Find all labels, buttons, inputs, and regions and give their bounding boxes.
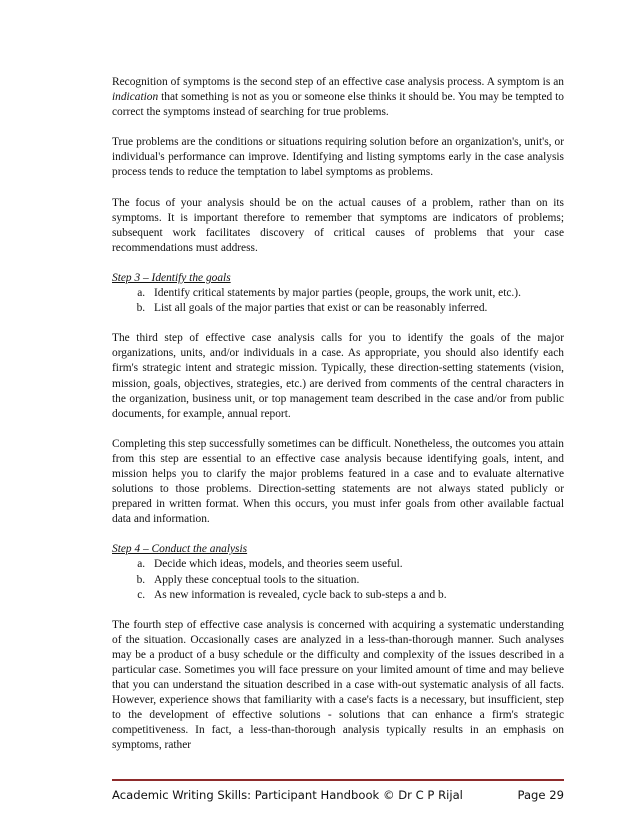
step4-heading: Step 4 – Conduct the analysis <box>112 543 248 556</box>
list-item: a. Identify critical statements by major parties (people, groups, the work unit, etc.). <box>148 286 564 301</box>
step4-list <box>112 557 564 602</box>
paragraph-symptoms: Recognition of symptoms is the second step of an effective case analysis process. A symptom is an indication that something is not as you or someone else thinks it should be. You may be tempted to correct the symptoms instead of searching for true problems. <box>112 76 564 119</box>
step3-heading: Step 3 – Identify the goals <box>112 271 231 284</box>
footer <box>112 788 564 802</box>
list-item: b. Apply these conceptual tools to the situation. <box>148 573 564 588</box>
paragraph-true-problems: True problems are the conditions or situations requiring solution before an organization's, unit's, or individual's performance can improve. Identifying and listing symptoms early in the case analysis process tends to reduce the temptation to label symptoms as problems. <box>112 136 564 179</box>
list-item: b. List all goals of the major parties that exist or can be reasonably inferred. <box>148 301 564 316</box>
paragraph-focus: The focus of your analysis should be on the actual causes of a problem, rather than on its symptoms. It is important therefore to remember that symptoms are indicators of problems; subsequent work facilitates discovery of critical causes of problems that your case recommendations must address. <box>112 196 564 254</box>
paragraph-third-step: The third step of effective case analysis calls for you to identify the goals of the major organizations, units, and/or individuals in a case. As appropriate, you should also identify each firm's strategic intent and strategic mission. Typically, these direction-setting statements (vision, mission, goals, objectives, strategies, etc.) are derived from comments of the central characters in the organization, business unit, or top management team described in the case and/or from public documents, for example, annual report. <box>112 332 564 420</box>
footer-divider <box>112 779 564 781</box>
paragraph-completing: Completing this step successfully sometimes can be difficult. Nonetheless, the outcomes you attain from this step are essential to an effective case analysis because identifying goals, intent, and mission helps you to clarify the major problems featured in a case and to evaluate alternative solutions to those problems. Direction-setting statements are not always stated publicly or prepared in written format. When this occurs, you must infer goals from other available factual data and information. <box>112 437 564 526</box>
list-item: a. Decide which ideas, models, and theories seem useful. <box>148 557 564 572</box>
step3-list <box>112 286 564 316</box>
list-item: c. As new information is revealed, cycle back to sub-steps a and b. <box>148 588 564 603</box>
page-body <box>112 75 564 769</box>
page-number: Page 29 <box>517 788 564 802</box>
footer-title: Academic Writing Skills: Participant Handbook © Dr C P Rijal <box>112 788 463 802</box>
emphasis-indication: indication <box>112 91 159 104</box>
paragraph-fourth-step: The fourth step of effective case analysis is concerned with acquiring a systematic understanding of the situation. Occasionally cases are analyzed in a less-than-thorough manner. Such analyses may be a product of a busy schedule or the difficulty and complexity of the issues described in a particular case. Sometimes you will face pressure on your limited amount of time and may believe that you can understand the situation described in a case with-out systematic analysis of all facts. However, experience shows that familiarity with a case's facts is a necessary, but insufficient, step to the development of effective solutions - solutions that can enhance a firm's strategic competitiveness. In fact, a less-than-thorough analysis typically results in an emphasis on symptoms, rather <box>112 618 564 752</box>
